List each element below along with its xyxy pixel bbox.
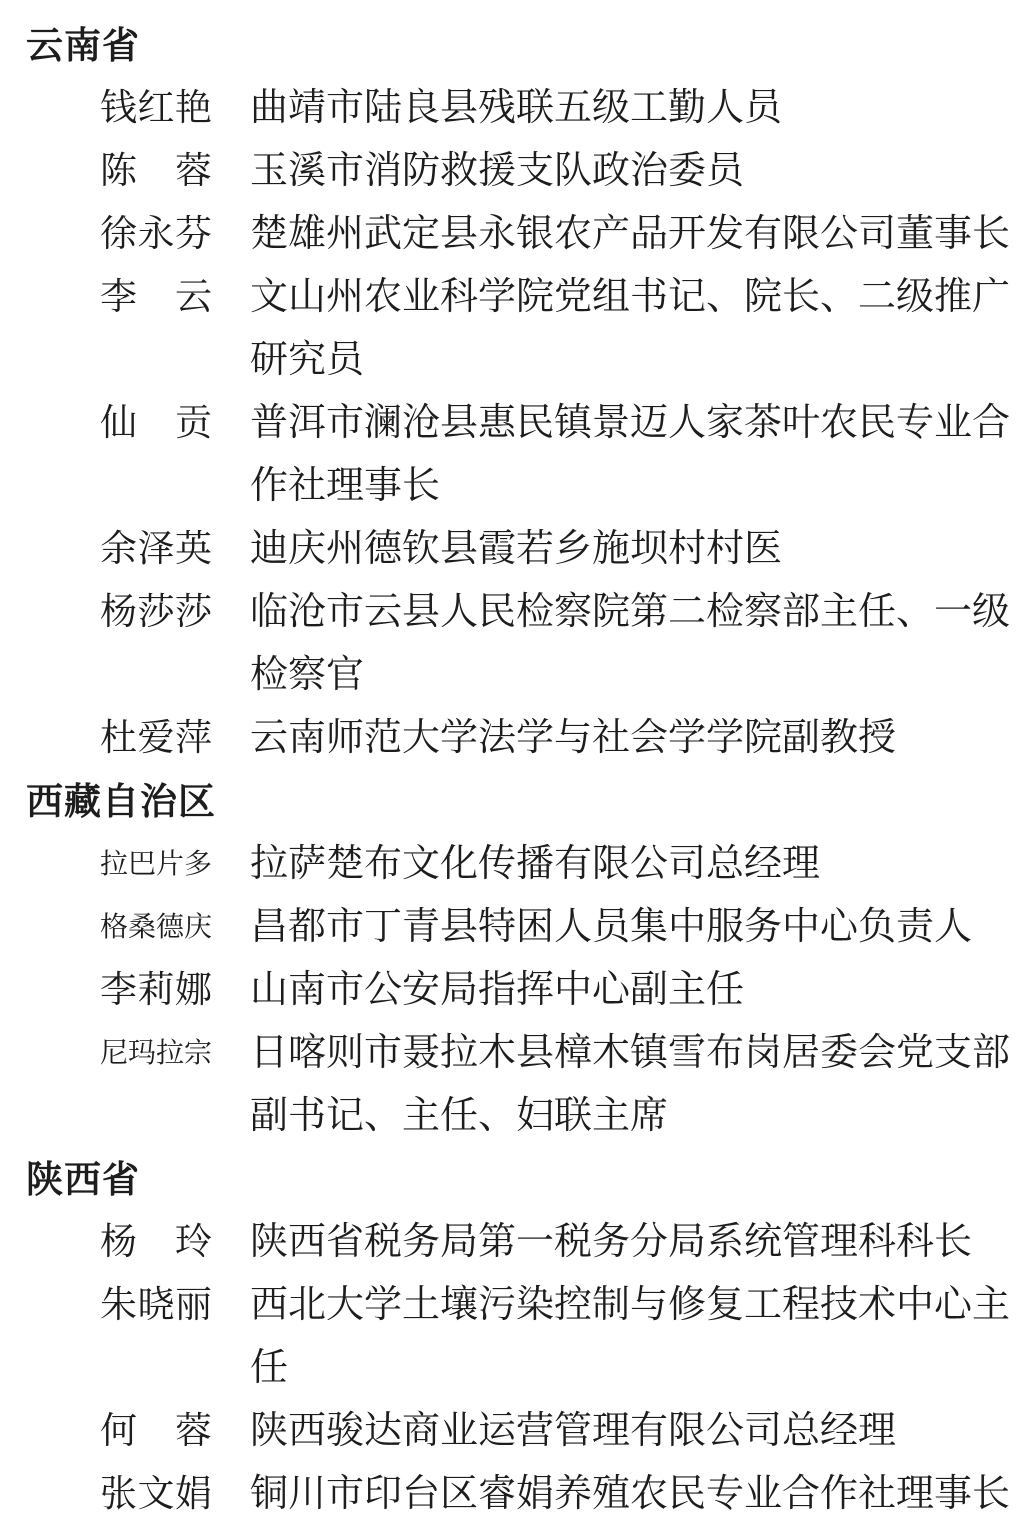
honoree-name: 朱晓丽 <box>100 1285 212 1326</box>
province-section <box>0 1148 1025 1526</box>
honoree-row <box>0 1022 1025 1148</box>
province-section <box>0 770 1025 1148</box>
honoree-name: 徐永芬 <box>100 214 212 255</box>
honoree-position: 普洱市澜沧县惠民镇景迈人家茶叶农民专业合作社理事长 <box>250 402 1011 507</box>
honoree-row <box>0 203 1025 266</box>
entry-list <box>0 77 1025 770</box>
honoree-name: 杨莎莎 <box>100 592 212 633</box>
honoree-name: 拉巴片多 <box>100 849 213 880</box>
honoree-position: 文山州农业科学院党组书记、院长、二级推广研究员 <box>250 276 1011 381</box>
honoree-position: 铜川市印台区睿娟养殖农民专业合作社理事长 <box>250 1473 1011 1515</box>
honoree-name: 杜爱萍 <box>100 718 212 759</box>
honoree-name: 杨玲 <box>100 1222 212 1263</box>
province-heading: 西藏自治区 <box>26 781 216 822</box>
honoree-position: 拉萨楚布文化传播有限公司总经理 <box>250 843 821 885</box>
honoree-row <box>0 833 1025 896</box>
honoree-name: 余泽英 <box>100 529 212 570</box>
honoree-position: 西北大学土壤污染控制与修复工程技术中心主任 <box>250 1284 1011 1389</box>
honoree-position: 陕西骏达商业运营管理有限公司总经理 <box>250 1410 897 1452</box>
honoree-position: 玉溪市消防救援支队政治委员 <box>250 150 745 192</box>
honoree-row <box>0 266 1025 392</box>
honoree-name: 李云 <box>100 277 212 318</box>
honoree-row <box>0 77 1025 140</box>
honoree-row <box>0 707 1025 770</box>
honoree-position: 昌都市丁青县特困人员集中服务中心负责人 <box>250 906 973 948</box>
honoree-position: 日喀则市聂拉木县樟木镇雪布岗居委会党支部副书记、主任、妇联主席 <box>250 1032 1011 1137</box>
honoree-name: 尼玛拉宗 <box>100 1038 213 1069</box>
honoree-position: 陕西省税务局第一税务分局系统管理科科长 <box>250 1221 973 1263</box>
honoree-row <box>0 959 1025 1022</box>
honoree-name: 钱红艳 <box>100 88 212 129</box>
honoree-row <box>0 896 1025 959</box>
honoree-position: 山南市公安局指挥中心副主任 <box>250 969 745 1011</box>
honoree-position: 临沧市云县人民检察院第二检察部主任、一级检察官 <box>250 591 1011 696</box>
honoree-position: 曲靖市陆良县残联五级工勤人员 <box>250 87 783 129</box>
honoree-row <box>0 392 1025 518</box>
province-list <box>0 14 1025 1526</box>
honoree-position: 楚雄州武定县永银农产品开发有限公司董事长 <box>250 213 1011 255</box>
honoree-name: 陈蓉 <box>100 151 212 192</box>
honoree-row <box>0 1211 1025 1274</box>
honoree-row <box>0 1274 1025 1400</box>
honoree-name: 仙贡 <box>100 403 212 444</box>
honoree-name: 格桑德庆 <box>100 912 213 943</box>
honoree-position: 云南师范大学法学与社会学学院副教授 <box>250 717 897 759</box>
honoree-row <box>0 1463 1025 1526</box>
honoree-position: 迪庆州德钦县霞若乡施坝村村医 <box>250 528 783 570</box>
honoree-name: 何蓉 <box>100 1411 212 1452</box>
honoree-row <box>0 518 1025 581</box>
entry-list <box>0 833 1025 1148</box>
province-heading: 陕西省 <box>26 1159 140 1200</box>
entry-list <box>0 1211 1025 1526</box>
honoree-name: 张文娟 <box>100 1474 212 1515</box>
province-heading: 云南省 <box>26 25 140 66</box>
honoree-row <box>0 581 1025 707</box>
province-section <box>0 14 1025 770</box>
honoree-row <box>0 140 1025 203</box>
honoree-name: 李莉娜 <box>100 970 212 1011</box>
honoree-row <box>0 1400 1025 1463</box>
